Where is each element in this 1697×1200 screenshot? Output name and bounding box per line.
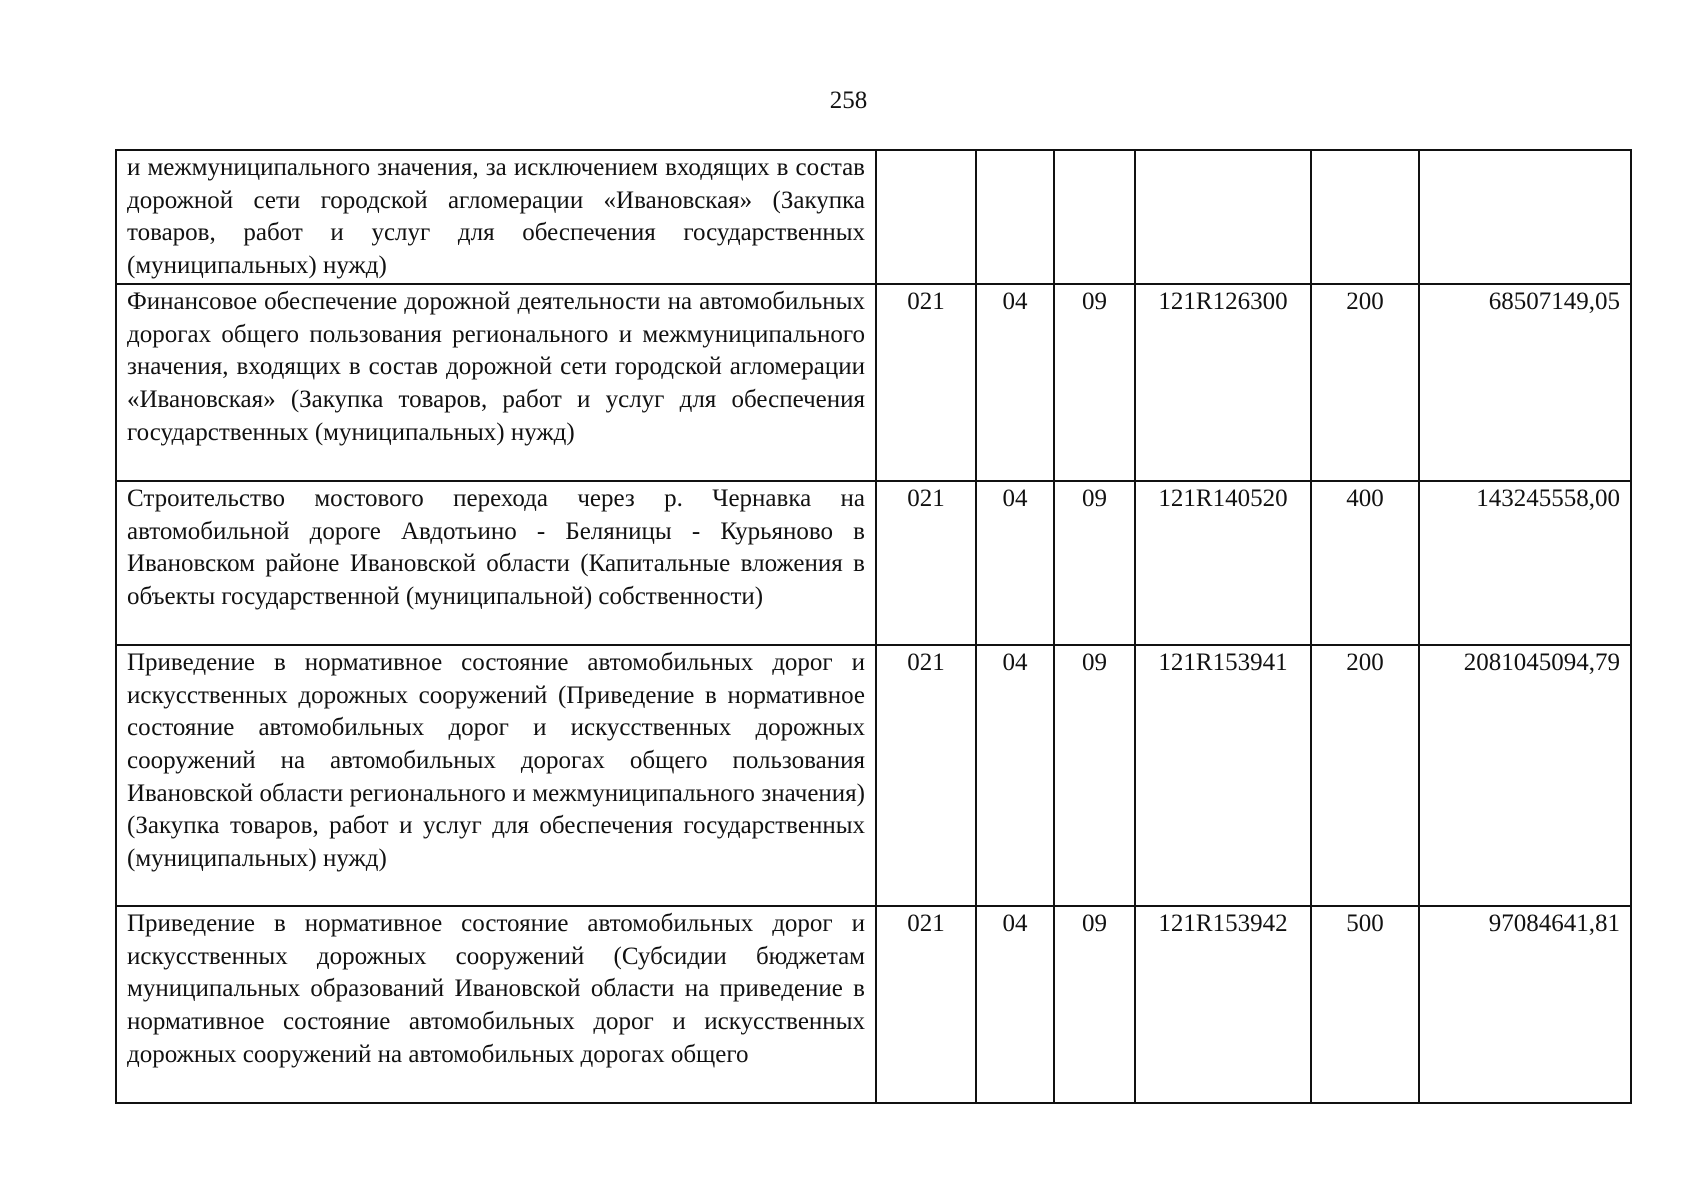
table-row <box>116 645 1631 906</box>
row-description: Строительство мостового перехода через р. Чернавка на автомобильной дороге Авдотьино - Беляницы - Курьяново в Ивановском районе Ивановской области (Капитальные вложения в объекты государственной (муниципальной) собственности) <box>116 481 876 645</box>
target-article-code: 121R153942 <box>1135 906 1311 1103</box>
amount-value: 97084641,81 <box>1419 906 1631 1103</box>
target-article-code <box>1135 150 1311 284</box>
table-row <box>116 481 1631 645</box>
subsection-code: 09 <box>1054 645 1135 906</box>
row-description: Приведение в нормативное состояние автомобильных дорог и искусственных дорожных сооружений (Приведение в нормативное состояние автомобильных дорог и искусственных дорожных сооружений на автомобильных дорогах общего пользования Ивановской области регионального и межмуниципального значения) (Закупка товаров, работ и услуг для обеспечения государственных (муниципальных) нужд) <box>116 645 876 906</box>
expense-type-code <box>1311 150 1419 284</box>
subsection-code <box>1054 150 1135 284</box>
section-code: 04 <box>976 284 1054 481</box>
table-row <box>116 906 1631 1103</box>
amount-value: 143245558,00 <box>1419 481 1631 645</box>
table-row <box>116 150 1631 284</box>
expense-type-code: 200 <box>1311 645 1419 906</box>
amount-value: 2081045094,79 <box>1419 645 1631 906</box>
target-article-code: 121R140520 <box>1135 481 1311 645</box>
row-description: Приведение в нормативное состояние автомобильных дорог и искусственных дорожных сооружений (Субсидии бюджетам муниципальных образований Ивановской области на приведение в нормативное состояние автомобильных дорог и искусственных дорожных сооружений на автомобильных дорогах общего <box>116 906 876 1103</box>
page-number: 258 <box>829 87 868 114</box>
amount-value: 68507149,05 <box>1419 284 1631 481</box>
section-code: 04 <box>976 645 1054 906</box>
ministry-code: 021 <box>876 481 976 645</box>
ministry-code: 021 <box>876 284 976 481</box>
ministry-code <box>876 150 976 284</box>
section-code: 04 <box>976 481 1054 645</box>
expense-type-code: 400 <box>1311 481 1419 645</box>
ministry-code: 021 <box>876 906 976 1103</box>
target-article-code: 121R153941 <box>1135 645 1311 906</box>
row-description: Финансовое обеспечение дорожной деятельности на автомобильных дорогах общего пользования регионального и межмуниципального значения, входящих в состав дорожной сети городской агломерации «Ивановская» (Закупка товаров, работ и услуг для обеспечения государственных (муниципальных) нужд) <box>116 284 876 481</box>
budget-table <box>115 149 1632 1104</box>
target-article-code: 121R126300 <box>1135 284 1311 481</box>
subsection-code: 09 <box>1054 284 1135 481</box>
subsection-code: 09 <box>1054 906 1135 1103</box>
section-code <box>976 150 1054 284</box>
section-code: 04 <box>976 906 1054 1103</box>
table-row <box>116 284 1631 481</box>
amount-value <box>1419 150 1631 284</box>
row-description: и межмуниципального значения, за исключением входящих в состав дорожной сети городской агломерации «Ивановская» (Закупка товаров, работ и услуг для обеспечения государственных (муниципальных) нужд) <box>116 150 876 284</box>
expense-type-code: 200 <box>1311 284 1419 481</box>
expense-type-code: 500 <box>1311 906 1419 1103</box>
ministry-code: 021 <box>876 645 976 906</box>
subsection-code: 09 <box>1054 481 1135 645</box>
